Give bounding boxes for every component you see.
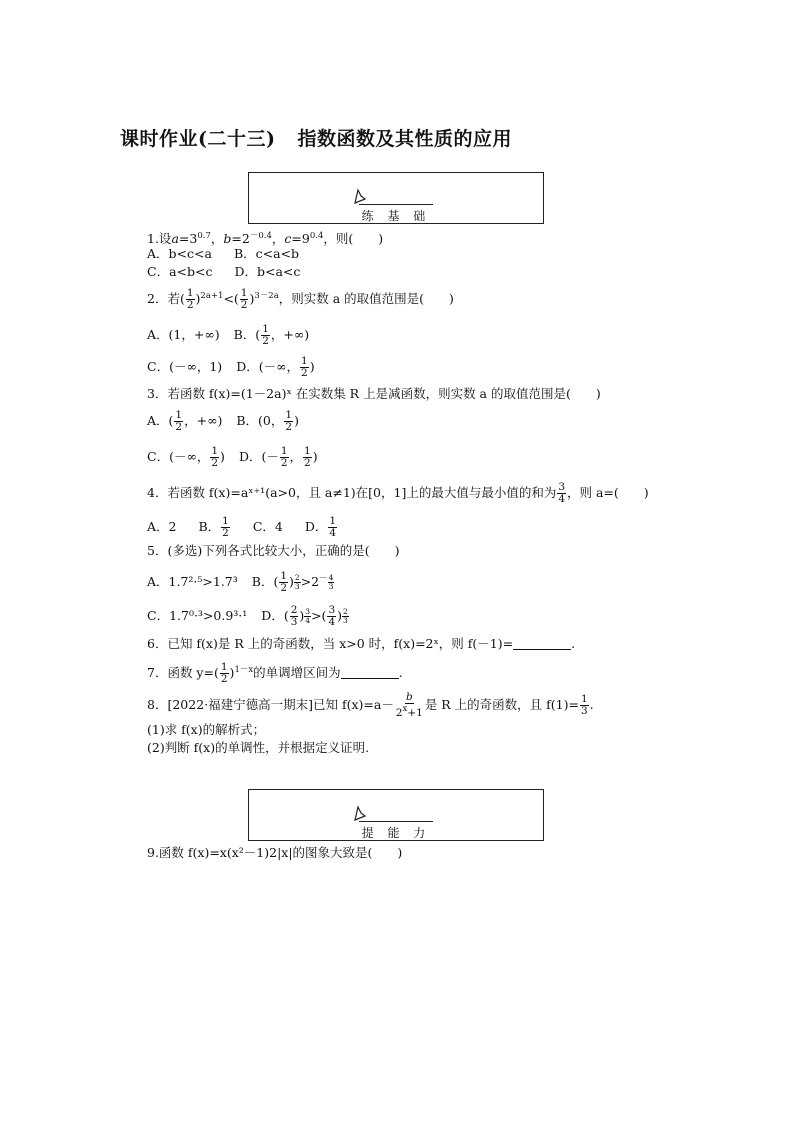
page-title <box>120 124 512 151</box>
question-6: 6．已知 f(x)是 R 上的奇函数，当 x>0 时，f(x)=2ˣ，则 f(－1)= . <box>147 636 576 651</box>
question-1: 1.设$a=3^{0.7}$，$b=2^{-0.4}$，$c=9^{0.4}$，则( ) <box>147 231 384 246</box>
q1-option-d: D．b<a<c <box>234 264 301 279</box>
banner-rule <box>359 821 433 822</box>
section-label-basic: 练 基 础 <box>361 209 431 223</box>
question-3: 3．若函数 f(x)=(1－2a)ˣ 在实数集 R 上是减函数，则实数 a 的取值范围是( ) <box>147 386 601 401</box>
question-1-options-cd <box>147 264 300 280</box>
pen-icon <box>352 187 368 205</box>
question-8-part-2: (2)判断 f(x)的单调性，并根据定义证明. <box>147 740 370 755</box>
question-5-options-cd: C．1.7⁰·³>0.9³·¹ D．( $\frac{2}{3}$ ) $\frac{3}{4}$ >( $\frac{3}{4}$ ) $\frac{2}{3}$ <box>147 604 348 628</box>
title-right: 指数函数及其性质的应用 <box>297 128 512 150</box>
question-3-options-cd: C．(－∞， $\frac{1}{2}$ ) D．(－ $\frac{1}{2}$ ， $\frac{1}{2}$ ) <box>147 445 318 469</box>
question-2: 2．若( $\frac{1}{2}$ )$^{2a+1}$<( $\frac{1}{2}$ )$^{3-2a}$，则实数 a 的取值范围是( ) <box>147 287 454 311</box>
answer-blank[interactable] <box>513 637 571 650</box>
question-4: 4．若函数 f(x)=aˣ⁺¹(a>0，且 a≠1)在[0，1]上的最大值与最小值的和为 $\frac{3}{4}$ ，则 a=( ) <box>147 481 649 505</box>
question-9: 9.函数 f(x)=x(x²－1)2|x|的图象大致是( ) <box>147 845 403 860</box>
question-1-options-ab <box>147 246 299 262</box>
q2-option-a: A．(1，+∞) <box>147 327 220 342</box>
section-banner-basic <box>248 172 544 224</box>
question-2-options-cd: C．(－∞，1) D．(－∞， $\frac{1}{2}$ ) <box>147 355 315 379</box>
banner-rule <box>359 204 433 205</box>
section-label-advanced: 提 能 力 <box>361 826 431 840</box>
answer-blank[interactable] <box>341 666 399 679</box>
pen-icon <box>352 804 368 822</box>
section-banner-advanced <box>248 789 544 841</box>
question-8-part-1: (1)求 f(x)的解析式； <box>147 722 266 737</box>
question-8: 8．[2022·福建宁德高一期末]已知 f(x)=a－ $\frac{b}{2^x+1}$ 是 R 上的奇函数，且 f(1)= $\frac{1}{3}$ . <box>147 691 594 719</box>
question-5: 5．(多选)下列各式比较大小，正确的是( ) <box>147 543 400 558</box>
q1-option-c: C．a<b<c <box>147 264 213 279</box>
question-5-options-ab: A．1.7²·⁵>1.7³ B．( $\frac{1}{2}$ ) $\frac{2}{3}$ >2－ $\frac{4}{3}$ <box>147 570 334 594</box>
title-left: 课时作业(二十三) <box>120 128 276 150</box>
q2-option-c: C．(－∞，1) <box>147 359 223 374</box>
question-4-options: A．2 B． $\frac{1}{2}$ C．4 D． $\frac{1}{4}$ <box>147 515 337 539</box>
question-2-options-ab: A．(1，+∞) B．( $\frac{1}{2}$ ，+∞) <box>147 323 310 347</box>
question-3-options-ab: A．( $\frac{1}{2}$ ，+∞) B．(0， $\frac{1}{2}$ ) <box>147 409 299 433</box>
q1-option-b: B．c<a<b <box>233 246 300 261</box>
q1-option-a: A．b<c<a <box>147 246 212 261</box>
question-7: 7．函数 y=( $\frac{1}{2}$ )$^{1-x}$的单调增区间为 . <box>147 661 403 685</box>
